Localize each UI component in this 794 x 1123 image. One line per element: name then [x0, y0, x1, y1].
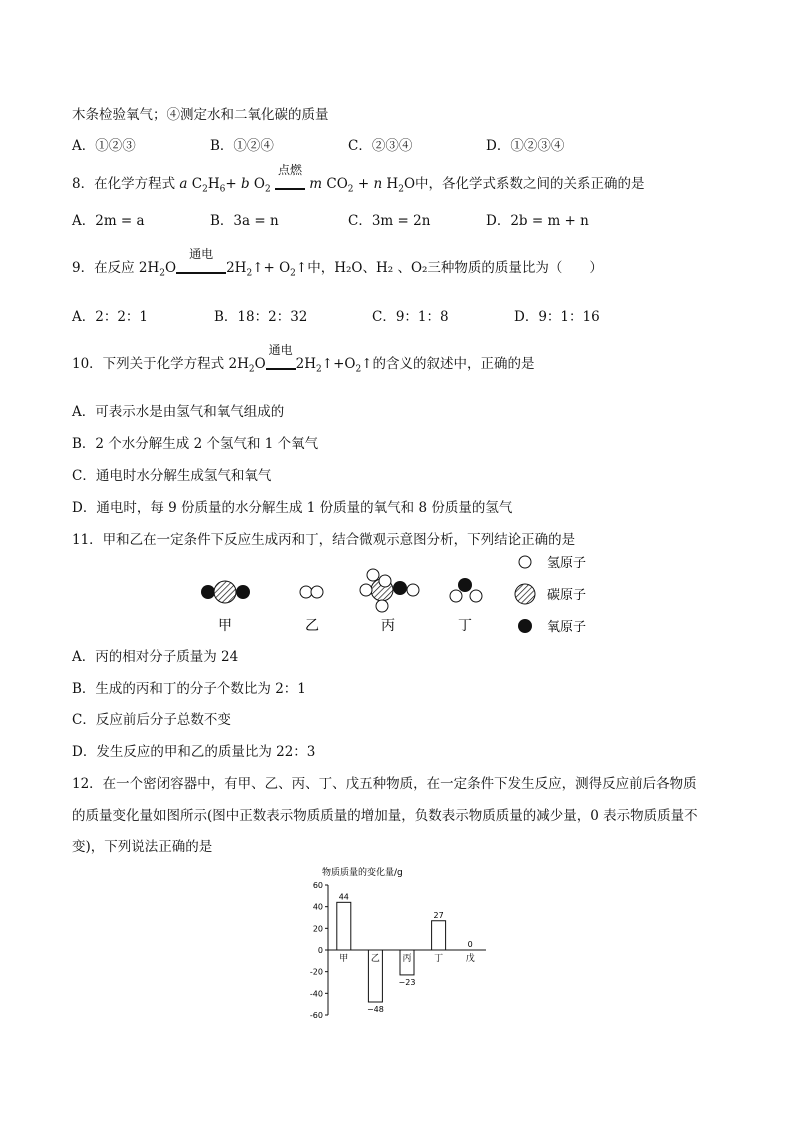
y-tick-label: 60: [312, 881, 323, 890]
chart-title: 物质质量的变化量/g: [322, 868, 403, 878]
q8-condition: 点燃: [277, 163, 302, 177]
legend-hydrogen-symbol: [519, 556, 531, 568]
q10-arrow: [266, 343, 296, 372]
value-label: 44: [338, 892, 349, 902]
q11-stem: 11．甲和乙在一定条件下反应生成丙和丁，结合微观示意图分析，下列结论正确的是: [72, 532, 576, 548]
q10-prefix: 10．下列关于化学方程式: [72, 356, 225, 372]
category-label: 丙: [402, 954, 412, 964]
q10-suffix: 的含义的叙述中，正确的是: [372, 356, 535, 372]
q8-suffix: 中，各化学式系数之间的关系正确的是: [415, 176, 645, 192]
legend-hydrogen-label: 氢原子: [547, 556, 587, 571]
q9-option-a: A．2：2：1: [72, 309, 149, 325]
y-tick-label: 40: [312, 902, 323, 912]
q7-option-a: A．①②③: [72, 138, 136, 154]
q9-equation: $2H_2O$ 通电 $2H_2↑+$ $O_2↑$: [138, 247, 308, 279]
legend-carbon-symbol: [515, 584, 535, 604]
q9-option-c: C．9：1：8: [372, 309, 449, 325]
molecule-label-ding: 丁: [458, 618, 472, 634]
q12-stem-line-2: 的质量变化量如图所示(图中正数表示物质质量的增加量，负数表示物质质量的减少量，0 表示物质质量不: [72, 808, 698, 824]
molecule-jia: [201, 581, 250, 603]
q8-stem: [72, 163, 645, 195]
value-label: 27: [433, 910, 444, 920]
q7-option-d: D．①②③④: [486, 138, 565, 154]
molecule-label-bing: 丙: [381, 618, 395, 634]
category-label: 戊: [465, 954, 475, 964]
value-label: 0: [467, 940, 473, 949]
y-tick-label: -20: [309, 967, 323, 977]
q12-stem-line-1: 12．在一个密闭容器中，有甲、乙、丙、丁、戊五种物质，在一定条件下发生反应，测得反应前后各物质: [72, 776, 697, 792]
q7-option-c: C．②③④: [348, 138, 413, 154]
q8-option-b: B．3a = n: [210, 213, 279, 229]
value-label: −48: [366, 1005, 384, 1014]
q8-equation: a $C_2H_6+ b$ $O_2$ 点燃 m $CO_2 + n$ $H_2O$: [179, 163, 416, 195]
q9-option-b: B．18：2：32: [214, 309, 308, 325]
y-tick-label: 0: [317, 946, 323, 955]
q8-option-a: A．2m = a: [72, 213, 145, 229]
category-label: 乙: [370, 954, 380, 964]
q9-arrow: [176, 247, 226, 276]
q9-stem: [72, 247, 603, 279]
q12-stem-line-3: 变)，下列说法正确的是: [72, 839, 213, 855]
legend-oxygen-label: 氧原子: [547, 620, 587, 635]
q10-option-c: C．通电时水分解生成氢气和氧气: [72, 468, 272, 484]
molecule-yi: [300, 586, 323, 598]
molecule-label-yi: 乙: [305, 618, 319, 634]
mass-change-chart: [300, 865, 500, 1025]
q9-condition: 通电: [189, 247, 214, 261]
molecule-label-jia: 甲: [218, 618, 232, 634]
value-label: −23: [398, 977, 416, 987]
q9-option-d: D．9：1：16: [514, 309, 600, 325]
legend-carbon-label: 碳原子: [547, 588, 587, 603]
q11-option-c: C．反应前后分子总数不变: [72, 712, 231, 728]
q8-prefix: 8．在化学方程式: [72, 176, 176, 192]
q11-option-a: A．丙的相对分子质量为 24: [72, 649, 239, 665]
molecule-bing: [360, 569, 419, 612]
q10-equation: $2H_2O$ 通电 $2H_2↑+O_2↑$: [228, 343, 373, 375]
q10-option-a: A．可表示水是由氢气和氧气组成的: [72, 404, 285, 420]
legend-oxygen-symbol: [518, 619, 532, 633]
bar-3: [432, 921, 446, 950]
q11-option-d: D．发生反应的甲和乙的质量比为 22：3: [72, 744, 316, 760]
molecule-diagram: [195, 550, 615, 640]
q8-arrow: [275, 163, 305, 192]
y-tick-label: -60: [309, 1011, 323, 1020]
q7-tail: 木条检验氧气；④测定水和二氧化碳的质量: [72, 107, 329, 123]
q10-condition: 通电: [268, 343, 293, 357]
q8-option-d: D．2b = m + n: [486, 213, 589, 229]
q9-suffix: 中，H₂O、H₂ 、O₂三种物质的质量比为（ ）: [307, 260, 603, 276]
category-label: 丁: [434, 954, 444, 964]
q11-option-b: B．生成的丙和丁的分子个数比为 2：1: [72, 681, 306, 697]
q10-stem: [72, 343, 535, 375]
q10-option-d: D．通电时，每 9 份质量的水分解生成 1 份质量的氧气和 8 份质量的氢气: [72, 500, 513, 516]
q8-option-c: C．3m = 2n: [348, 213, 431, 229]
q7-option-b: B．①②④: [210, 138, 274, 154]
bar-0: [337, 902, 351, 950]
category-label: 甲: [339, 954, 349, 964]
y-tick-label: 20: [312, 924, 323, 934]
q10-option-b: B．2 个水分解生成 2 个氢气和 1 个氧气: [72, 436, 319, 452]
q9-prefix: 9．在反应: [72, 260, 135, 276]
molecule-ding: [450, 578, 482, 602]
y-tick-label: -40: [309, 989, 323, 999]
